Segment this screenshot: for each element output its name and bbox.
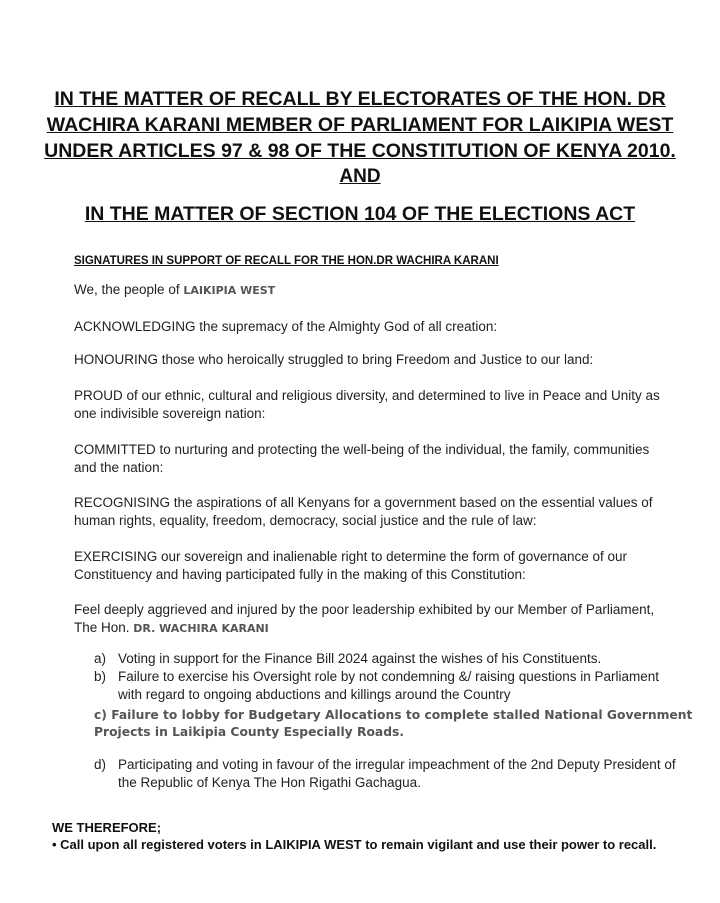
list-marker: a) [94,651,107,666]
list-text: Failure to exercise his Oversight role by not condemning &/ raising questions in Parliament with regard to ongoing abductions and killings around the Country [118,669,660,702]
and-connector: AND [339,166,381,187]
title-line: UNDER ARTICLES 97 & 98 OF THE CONSTITUTION OF KENYA 2010. [44,140,676,162]
call-to-action: • Call upon all registered voters in LAIKIPIA WEST to remain vigilant and use their power to recall. [52,837,657,852]
grievance-text: Feel deeply aggrieved and injured by the poor leadership exhibited by our Member of Parliament, The Hon. [74,602,655,635]
intro-paragraph [74,281,664,300]
list-marker: c) [94,708,107,722]
member-name-fill: DR. WACHIRA KARANI [133,622,269,635]
title-line: IN THE MATTER OF RECALL BY ELECTORATES OF THE HON. DR [54,88,666,110]
paragraph-exercising: EXERCISING our sovereign and inalienable right to determine the form of governance of our Constituency and having participated fully in the making of this Constitution: [74,549,628,582]
title-line: WACHIRA KARANI MEMBER OF PARLIAMENT FOR LAIKIPIA WEST [46,114,674,136]
list-text: Failure to lobby for Budgetary Allocations to complete stalled National Government Projects in Laikipia County Especially Roads. [94,708,693,739]
list-marker: d) [94,757,107,772]
grievance-paragraph [74,601,664,638]
list-text: Participating and voting in favour of the irregular impeachment of the 2nd Deputy President of the Republic of Kenya The Hon Rigathi Gachagua. [118,757,676,790]
paragraph-proud: PROUD of our ethnic, cultural and religious diversity, and determined to live in Peace and Unity as one indivisible sovereign nation: [74,388,660,421]
therefore-heading: WE THEREFORE; [52,820,162,835]
paragraph-committed: COMMITTED to nurturing and protecting the well-being of the individual, the family, communities and the nation: [74,442,650,475]
secondary-title: IN THE MATTER OF SECTION 104 OF THE ELECTIONS ACT [84,203,636,225]
constituency-fill: LAIKIPIA WEST [183,284,276,297]
list-item-handwritten-fill [94,707,694,741]
document-title [40,86,680,164]
list-text: Voting in support for the Finance Bill 2024 against the wishes of his Constituents. [118,651,602,666]
intro-prefix: We, the people of [74,282,180,297]
paragraph-recognising: RECOGNISING the aspirations of all Kenyans for a government based on the essential values of human rights, equality, freedom, democracy, social justice and the rule of law: [74,495,653,528]
signatures-heading: SIGNATURES IN SUPPORT OF RECALL FOR THE HON.DR WACHIRA KARANI [74,255,499,267]
paragraph-acknowledging: ACKNOWLEDGING the supremacy of the Almighty God of all creation: [74,319,498,334]
paragraph-honouring: HONOURING those who heroically struggled to bring Freedom and Justice to our land: [74,352,594,367]
list-marker: b) [94,669,107,684]
